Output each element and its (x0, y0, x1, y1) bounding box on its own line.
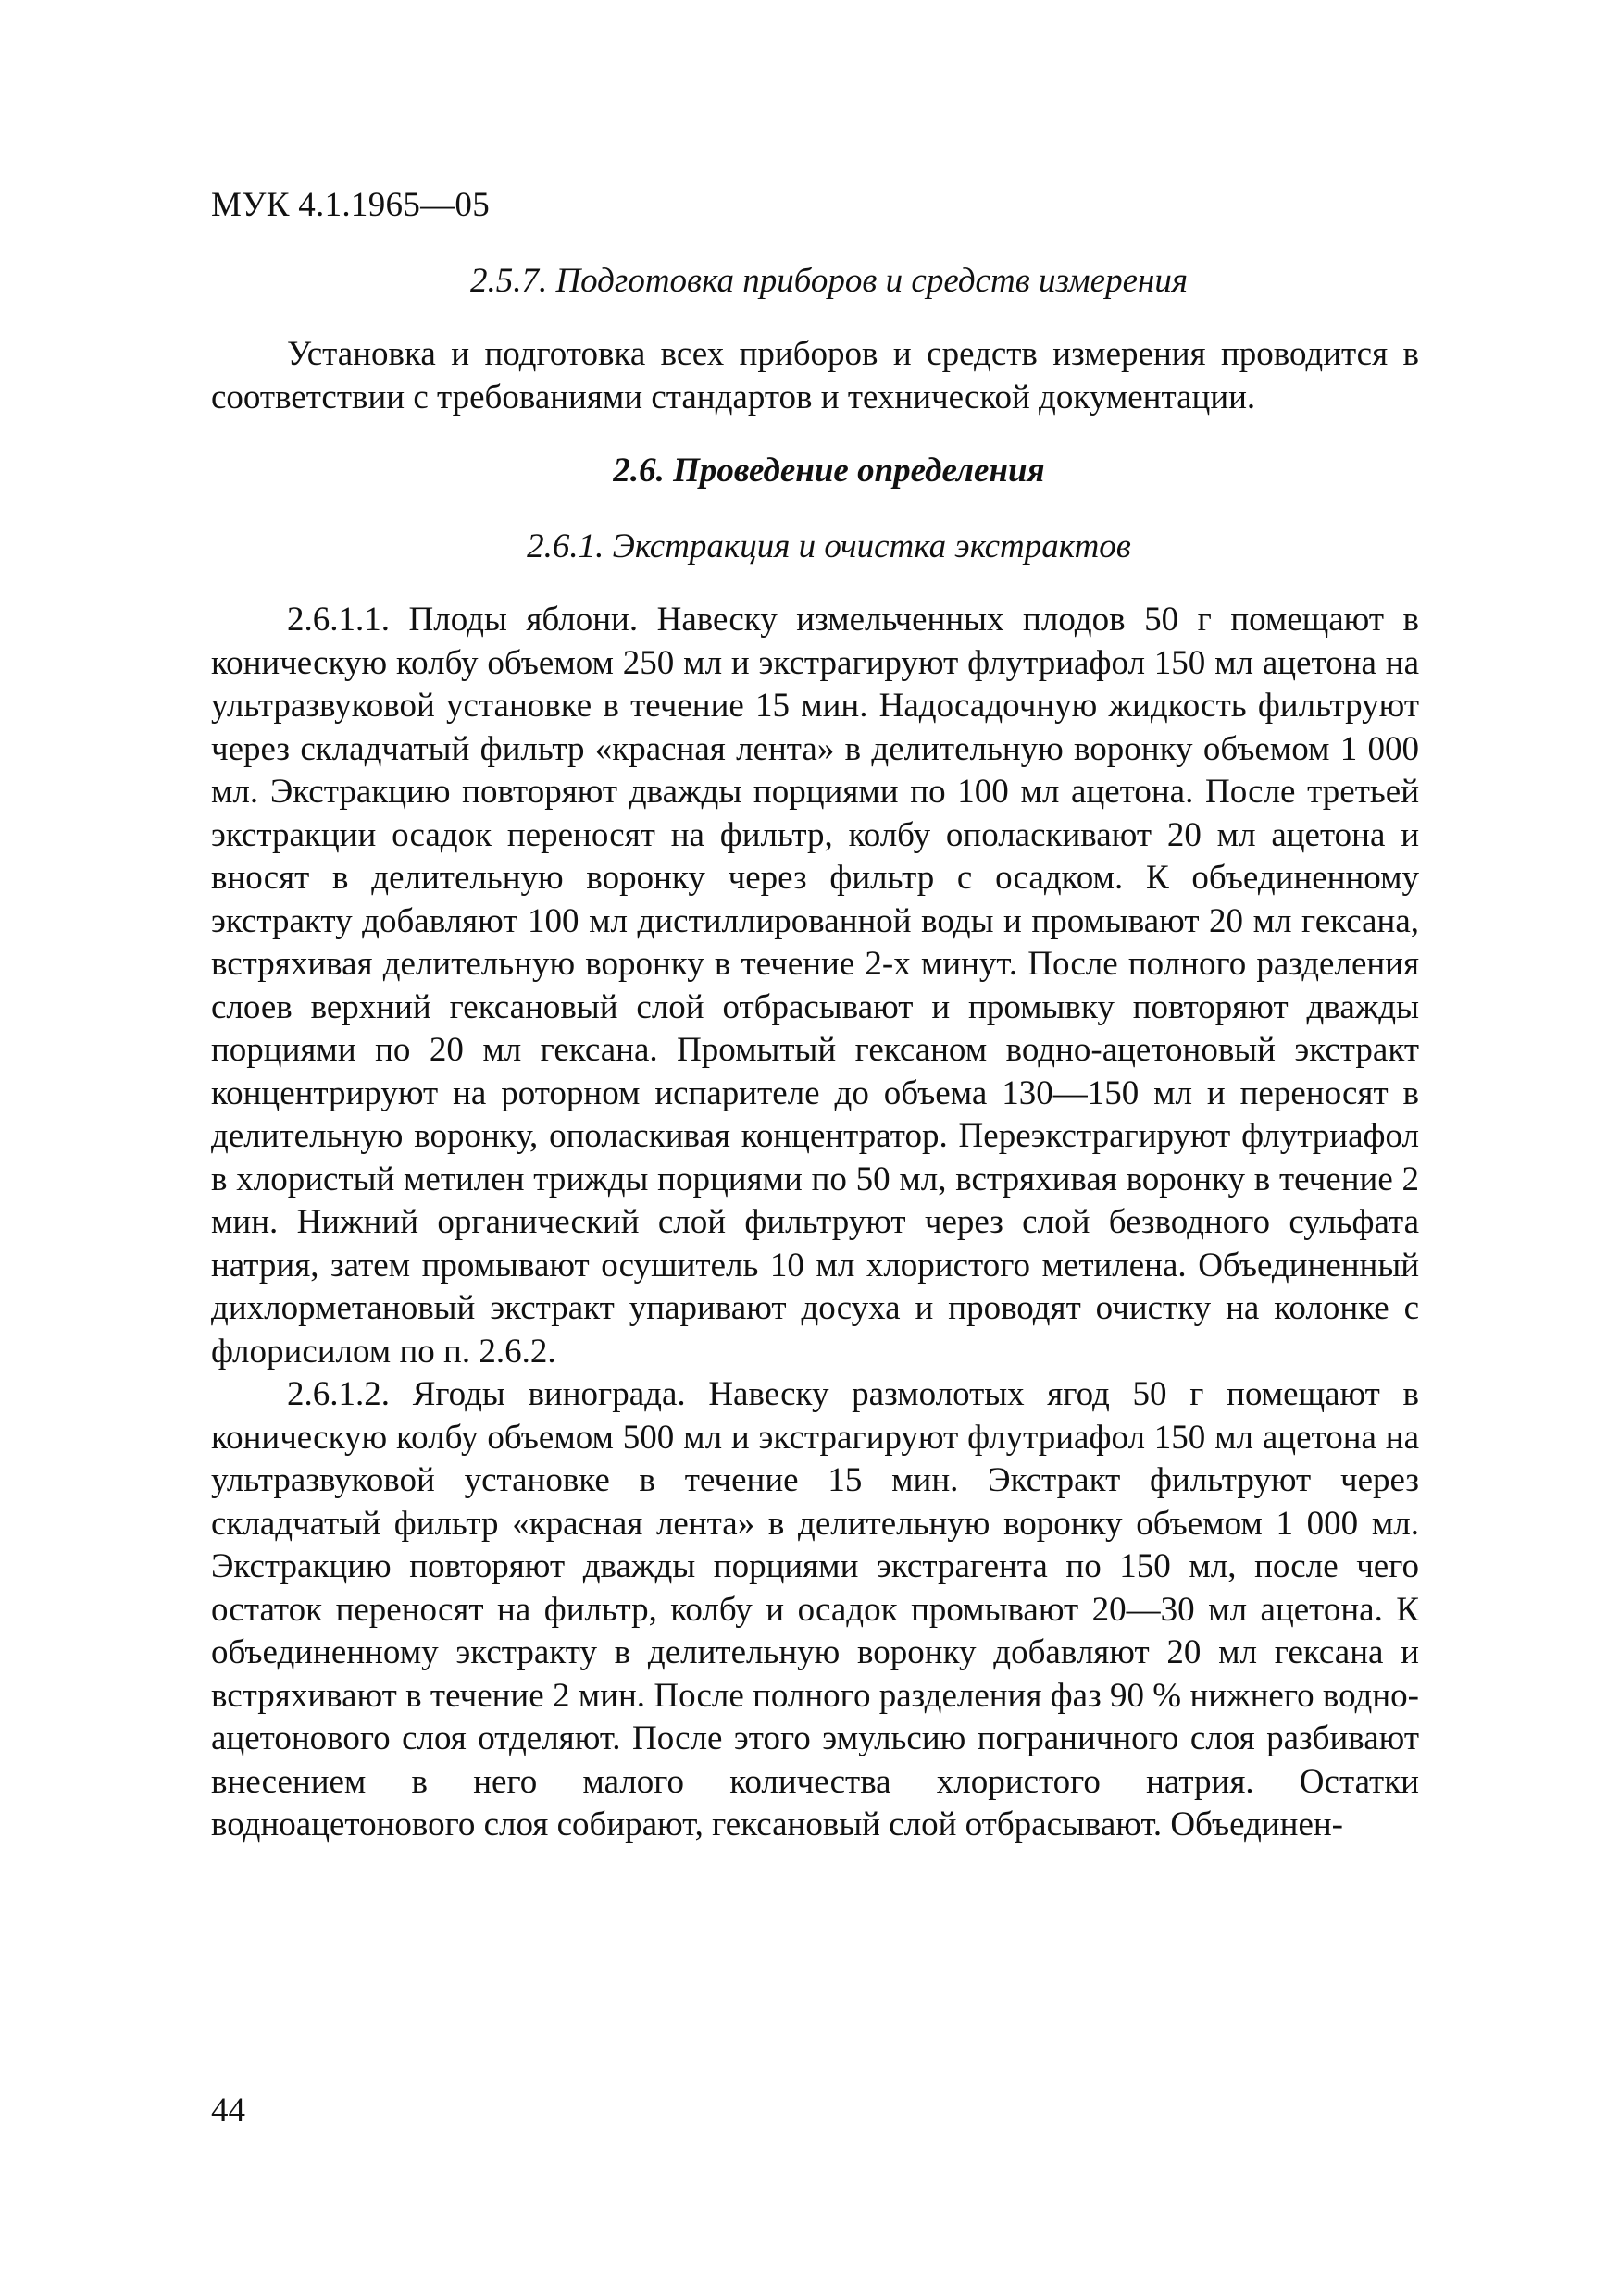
page-content (211, 259, 1419, 1847)
section-2-6-1-2-paragraph: 2.6.1.2. Ягоды винограда. Навеску размолотых ягод 50 г помещают в коническую колбу объемом 500 мл и экстрагируют флутриафол 150 мл ацетона на ультразвуковой установке в течение 15 мин. Экстракт фильтруют через складчатый фильтр «красная лента» в делительную воронку объемом 1 000 мл. Экстракцию повторяют дважды порциями экстрагента по 150 мл, после чего остаток переносят на фильтр, колбу и осадок промывают 20—30 мл ацетона. К объединенному экстракту в делительную воронку добавляют 20 мл гексана и встряхивают в течение 2 мин. После полного разделения фаз 90 % нижнего водно-ацетонового слоя отделяют. После этого эмульсию пограничного слоя разбивают внесением в него малого количества хлористого натрия. Остатки водноацетонового слоя собирают, гексановый слой отбрасывают. Объединен- (211, 1375, 1419, 1843)
section-2-5-7-paragraph: Установка и подготовка всех приборов и средств измерения проводится в соответствии с требованиями стандартов и технической документации. (211, 335, 1419, 416)
document-code-header: МУК 4.1.1965—05 (211, 186, 491, 224)
page-number: 44 (211, 2091, 245, 2129)
section-2-6-1-title: 2.6.1. Экстракция и очистка экстрактов (527, 527, 1131, 565)
section-2-6-1-1-paragraph: 2.6.1.1. Плоды яблони. Навеску измельченных плодов 50 г помещают в коническую колбу объемом 250 мл и экстрагируют флутриафол 150 мл ацетона на ультразвуковой установке в течение 15 мин. Надосадочную жидкость фильтруют через складчатый фильтр «красная лента» в делительную воронку объемом 1 000 мл. Экстракцию повторяют дважды порциями по 100 мл ацетона. После третьей экстракции осадок переносят на фильтр, колбу ополаскивают 20 мл ацетона и вносят в делительную воронку через фильтр с осадком. К объединенному экстракту добавляют 100 мл дистиллированной воды и промывают 20 мл гексана, встряхивая делительную воронку в течение 2-х минут. После полного разделения слоев верхний гексановый слой отбрасывают и промывку повторяют дважды порциями по 20 мл гексана. Промытый гексаном водно-ацетоновый экстракт концентрируют на роторном испарителе до объема 130—150 мл и переносят в делительную воронку, ополаскивая концентратор. Переэкстрагируют флутриафол в хлористый метилен трижды порциями по 50 мл, встряхивая воронку в течение 2 мин. Нижний органический слой фильтруют через слой безводного сульфата натрия, затем промывают осушитель 10 мл хлористого метилена. Объединенный дихлорметановый экстракт упаривают досуха и проводят очистку на колонке с флорисилом по п. 2.6.2. (211, 601, 1419, 1371)
section-2-6-title: 2.6. Проведение определения (613, 452, 1045, 490)
section-2-5-7-title: 2.5.7. Подготовка приборов и средств измерения (469, 262, 1189, 300)
